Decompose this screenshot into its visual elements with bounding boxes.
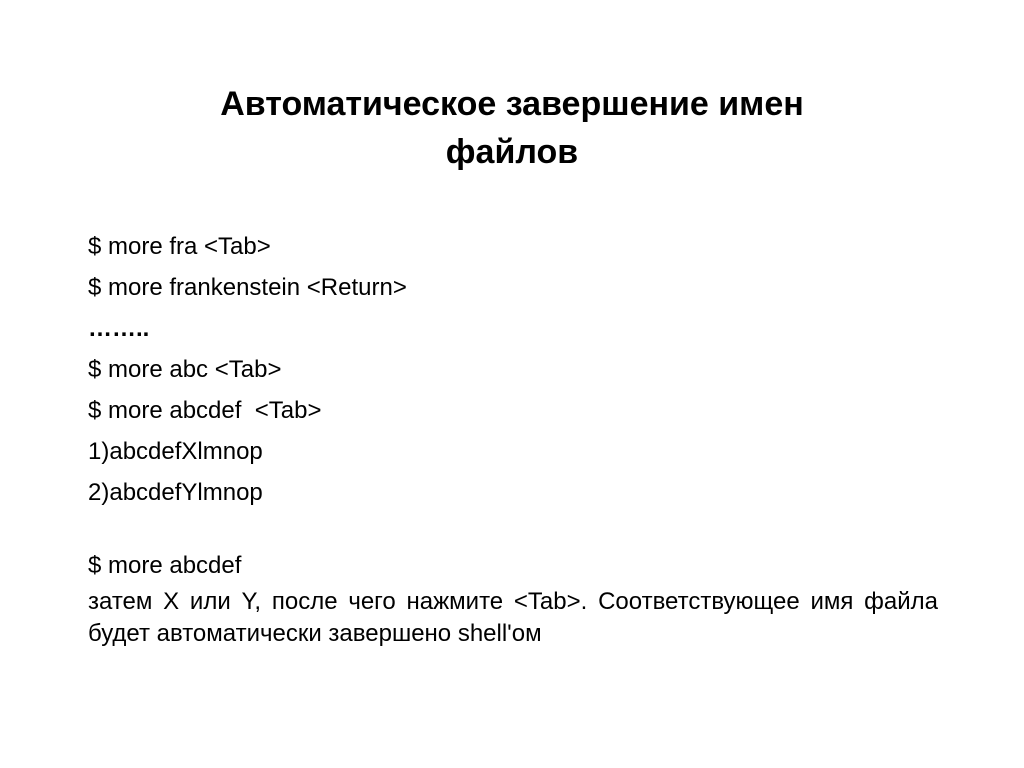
command-line-3: $ more abc <Tab>	[88, 356, 282, 383]
explanation-paragraph: затем X или Y, после чего нажмите <Tab>. Соответствующее имя файла будет автоматически завершено shell'ом	[88, 588, 938, 647]
slide-body	[88, 226, 938, 650]
spacer	[88, 513, 938, 545]
slide-title	[120, 80, 904, 176]
completion-option-2: 2)abcdefYlmnop	[88, 479, 263, 506]
title-line-2: файлов	[445, 133, 579, 171]
completion-option-1: 1)abcdefXlmnop	[88, 438, 263, 465]
title-line-1: Автоматическое завершение имен	[220, 85, 804, 123]
command-line-1: $ more fra <Tab>	[88, 233, 271, 260]
command-line-2: $ more frankenstein <Return>	[88, 274, 407, 301]
command-line-final: $ more abcdef	[88, 552, 242, 579]
command-line-4: $ more abcdef <Tab>	[88, 397, 322, 424]
ellipsis-line: ……..	[88, 315, 150, 342]
